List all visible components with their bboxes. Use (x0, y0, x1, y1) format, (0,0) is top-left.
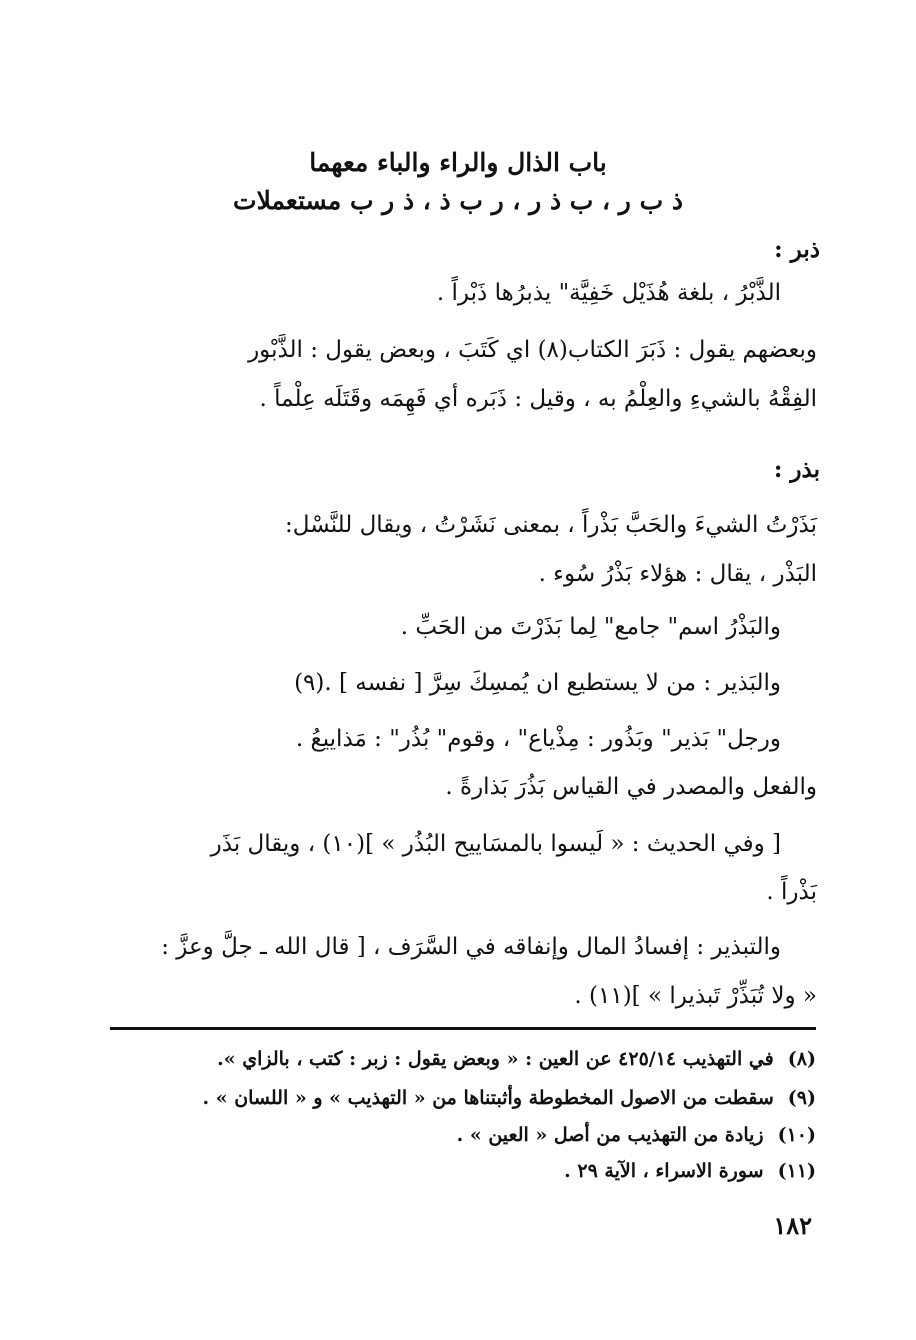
entry-badhr-line-9: والتبذير : إفسادُ المال وإنفاقه في السَّرَف ، [ قال الله ـ جلَّ وعزَّ : (161, 934, 781, 960)
chapter-title: باب الذال والراء والباء معهما (309, 148, 607, 177)
footnote-10 (457, 1124, 816, 1147)
entry-headword-dhabr: ذبر : (774, 236, 820, 263)
footnote-number: (١١) (777, 1160, 816, 1182)
footnote-text: سقطت من الاصول المخطوطة وأثبتناها من « التهذيب » و « اللسان » . (202, 1087, 774, 1109)
chapter-subtitle: ذ ب ر ، ب ذ ر ، ر ب ذ ، ذ ر ب مستعملات (233, 186, 683, 215)
footnote-8 (217, 1048, 816, 1071)
entry-dhabr-line-1: الذَّبْرُ ، بلغة هُذَيْل خَفِيَّة" يذبرُها ذَبْراً . (436, 280, 781, 306)
entry-badhr-line-8: بَذْراً . (766, 879, 817, 905)
entry-dhabr-line-2: وبعضهم يقول : ذَبَرَ الكتاب(٨) اي كَتَبَ ، وبعض يقول : الذَّبْور (248, 337, 817, 363)
entry-badhr-line-3: والبَذْرُ اسم" جامع" لِما بَذَرْتَ من الحَبِّ . (400, 614, 781, 640)
footnote-11 (564, 1160, 816, 1183)
footnote-9 (202, 1087, 816, 1110)
entry-badhr-line-7: [ وفي الحديث : « لَيسوا بالمسَاييح البُذُر » ](١٠) ، ويقال بَذَر (210, 831, 781, 857)
footnote-divider (110, 1027, 816, 1030)
entry-badhr-line-2: البَذْر ، يقال : هؤلاء بَذْرُ سُوء . (538, 561, 817, 587)
footnote-text: سورة الاسراء ، الآية ٢٩ . (564, 1160, 764, 1182)
entry-badhr-line-5: ورجل" بَذير" وبَذُور : مِذْياع" ، وقوم" بُذُر" : مَذاييعُ . (295, 726, 781, 752)
footnote-number: (٩) (787, 1087, 816, 1109)
footnote-number: (١٠) (777, 1124, 816, 1146)
page-number: ١٨٢ (773, 1211, 812, 1240)
entry-badhr-line-6: والفعل والمصدر في القياس بَذُرَ بَذارةً . (445, 774, 817, 800)
entry-badhr-line-4: والبَذير : من لا يستطيع ان يُمسِكَ سِرَّ [ نفسه ] .(٩) (294, 670, 781, 696)
entry-dhabr-line-3: الفِقْهُ بالشيءِ والعِلْمُ به ، وقيل : ذَبَره أي فَهِمَه وقَتَلَه عِلْماً . (259, 386, 817, 412)
entry-headword-badhr: بذر : (773, 456, 820, 483)
entry-badhr-line-1: بَذَرْتُ الشيءَ والحَبَّ بَذْراً ، بمعنى نَشَرْتُ ، ويقال للنَّسْل: (285, 512, 817, 538)
entry-badhr-line-10: « ولا تُبَذِّرْ تَبذيرا » ](١١) . (574, 983, 817, 1009)
footnote-text: زيادة من التهذيب من أصل « العين » . (456, 1124, 764, 1146)
footnote-number: (٨) (787, 1048, 816, 1070)
footnote-text: في التهذيب ٤٢٥/١٤ عن العين : « وبعض يقول : زبر : كتب ، بالزاي ». (217, 1048, 774, 1070)
